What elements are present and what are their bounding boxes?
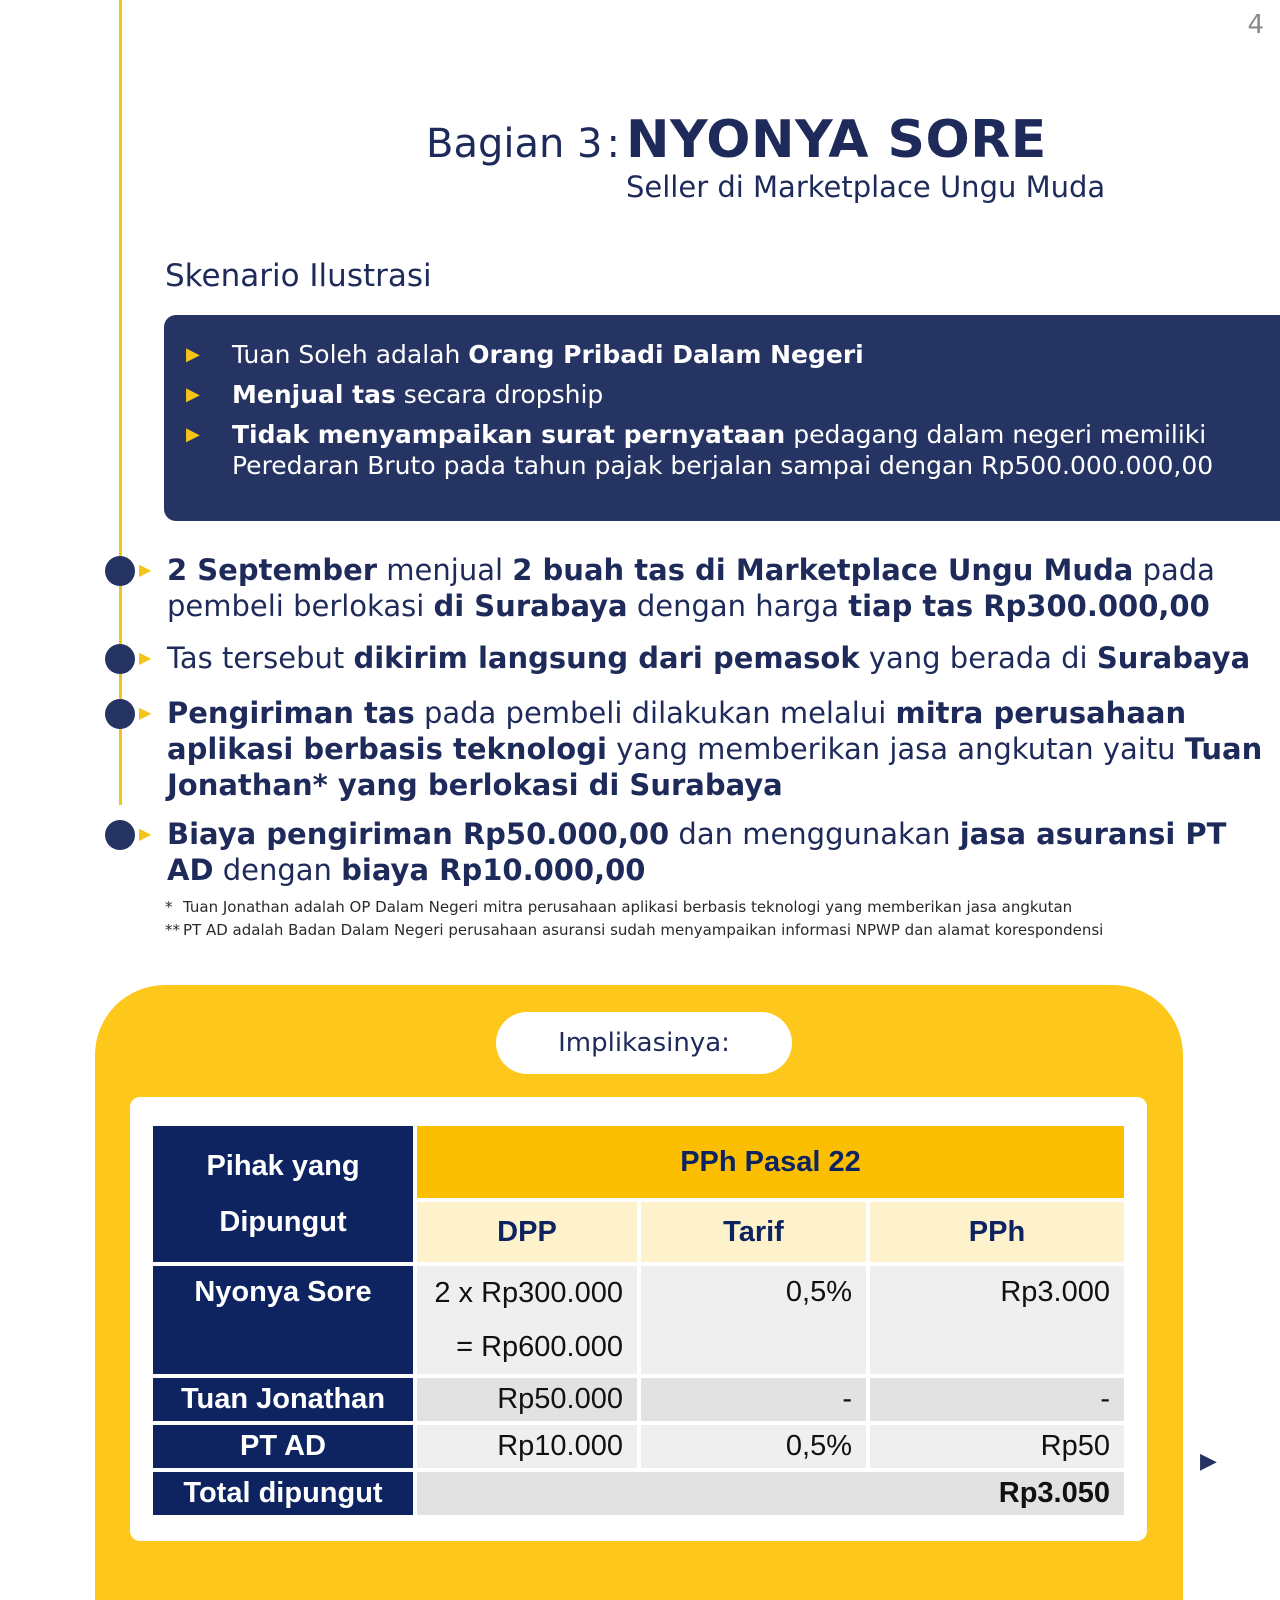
footnotes [165, 896, 1103, 942]
triangle-right-icon: ▶ [139, 703, 152, 722]
implication-label: Implikasinya: [496, 1012, 792, 1074]
scenario-item: ▶ Menjual tas secara dropship [186, 380, 604, 409]
timeline-dot-icon [105, 556, 135, 586]
timeline-line [119, 0, 122, 805]
total-row [153, 1472, 1124, 1515]
total-value: Rp3.050 [417, 1472, 1124, 1515]
timeline-dot-icon [105, 699, 135, 729]
tax-table [149, 1122, 1128, 1519]
scenario-item: ▶ Tuan Soleh adalah Orang Pribadi Dalam Negeri [186, 340, 864, 369]
fact-item: ▶ 2 September menjual 2 buah tas di Marketplace Ungu Muda pada pembeli berlokasi di Surabaya dengan harga tiap tas Rp300.000,00 [105, 552, 1280, 624]
fact-item: ▶ Pengiriman tas pada pembeli dilakukan melalui mitra perusahaan aplikasi berbasis teknologi yang memberikan jasa angkutan yaitu Tuan Jonathan* yang berlokasi di Surabaya [105, 695, 1280, 803]
triangle-right-icon: ▶ [186, 384, 200, 405]
table-row [153, 1266, 1124, 1374]
page-title [426, 110, 1047, 170]
header-dpp: DPP [417, 1202, 637, 1262]
triangle-right-icon: ▶ [139, 824, 152, 843]
party-cell: Nyonya Sore [153, 1266, 413, 1374]
timeline-dot-icon [105, 644, 135, 674]
dpp-cell: 2 x Rp300.000 = Rp600.000 [417, 1266, 637, 1374]
scenario-title: Skenario Ilustrasi [165, 258, 432, 294]
triangle-right-icon: ▶ [139, 560, 152, 579]
triangle-right-icon: ▶ [186, 344, 200, 365]
party-cell: PT AD [153, 1425, 413, 1468]
total-label: Total dipungut [153, 1472, 413, 1515]
dpp-cell: Rp10.000 [417, 1425, 637, 1468]
pph-cell: Rp50 [870, 1425, 1124, 1468]
table-row [153, 1378, 1124, 1421]
fact-item: ▶ Tas tersebut dikirim langsung dari pemasok yang berada di Surabaya [105, 640, 1250, 676]
tarif-cell: 0,5% [641, 1266, 866, 1374]
section-label: Bagian 3 [426, 121, 603, 167]
footnote: ** PT AD adalah Badan Dalam Negeri perusahaan asuransi sudah menyampaikan informasi NPWP dan alamat korespondensi [165, 921, 1104, 939]
header-party: Pihak yang Dipungut [153, 1126, 413, 1262]
tarif-cell: 0,5% [641, 1425, 866, 1468]
page-number: 4 [1247, 10, 1264, 40]
header-pph: PPh [870, 1202, 1124, 1262]
pph-cell: - [870, 1378, 1124, 1421]
scenario-item: ▶ Tidak menyampaikan surat pernyataan pedagang dalam negeri memiliki Peredaran Bruto pada tahun pajak berjalan sampai dengan Rp500.000.000,00 [186, 420, 1214, 480]
dpp-cell: Rp50.000 [417, 1378, 637, 1421]
footnote: * Tuan Jonathan adalah OP Dalam Negeri mitra perusahaan aplikasi berbasis teknologi yang memberikan jasa angkutan [165, 898, 1073, 916]
header-tarif: Tarif [641, 1202, 866, 1262]
page-subtitle: Seller di Marketplace Ungu Muda [626, 170, 1106, 204]
triangle-right-icon: ▶ [139, 648, 152, 667]
timeline-dot-icon [105, 820, 135, 850]
seller-name: NYONYA SORE [625, 110, 1047, 170]
tarif-cell: - [641, 1378, 866, 1421]
header-pph-22: PPh Pasal 22 [417, 1126, 1124, 1198]
pph-cell: Rp3.000 [870, 1266, 1124, 1374]
party-cell: Tuan Jonathan [153, 1378, 413, 1421]
triangle-right-icon: ▶ [186, 424, 200, 445]
table-row [153, 1425, 1124, 1468]
scenario-box [164, 315, 1280, 521]
fact-item: ▶ Biaya pengiriman Rp50.000,00 dan menggunakan jasa asuransi PT AD dengan biaya Rp10.000,00 [105, 816, 1280, 888]
title-separator: : [606, 121, 620, 167]
play-arrow-icon[interactable]: ▶ [1200, 1448, 1217, 1473]
